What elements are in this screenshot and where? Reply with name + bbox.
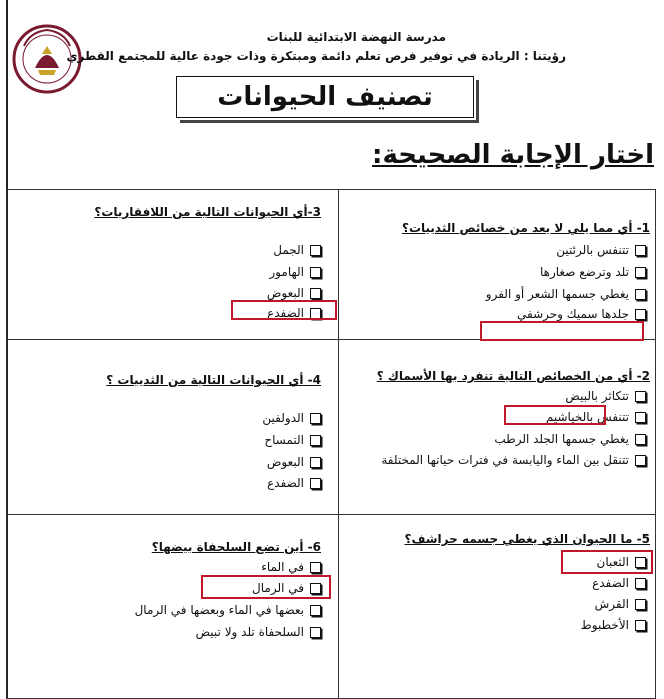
- question-4-option-2[interactable]: التمساح: [264, 433, 321, 447]
- worksheet-title: تصنيف الحيوانات: [217, 82, 433, 112]
- question-2-option-3[interactable]: يغطي جسمها الجلد الرطب: [494, 432, 646, 446]
- grid-divider-row-2: [6, 514, 656, 515]
- question-2-option-1[interactable]: تتكاثر بالبيض: [565, 389, 646, 403]
- question-4-option-3[interactable]: البعوض: [267, 455, 321, 469]
- question-1-option-2[interactable]: تلد وترضع صغارها: [540, 265, 646, 279]
- checkbox-icon: [310, 245, 321, 256]
- question-4-option-1[interactable]: الدولفين: [262, 411, 321, 425]
- question-2-option-4[interactable]: تتنقل بين الماء واليابسة في فترات حياتها المختلفة: [381, 453, 646, 467]
- checkbox-icon: [310, 435, 321, 446]
- title-box: [176, 76, 474, 118]
- question-6-option-1[interactable]: في الماء: [261, 560, 321, 574]
- checkbox-icon: [310, 288, 321, 299]
- checkbox-icon: [635, 289, 646, 300]
- checkbox-icon: [635, 412, 646, 423]
- checkbox-icon: [635, 309, 646, 320]
- checkbox-icon: [635, 245, 646, 256]
- question-5-option-3[interactable]: القرش: [595, 597, 646, 611]
- answer-highlight-q6: [201, 575, 331, 599]
- question-1-option-3[interactable]: يغطي جسمها الشعر أو الفرو: [486, 287, 646, 301]
- question-1-option-4[interactable]: جلدها سميك وحرشفي: [517, 307, 646, 321]
- question-6-title: 6- أين تضع السلحفاة بيضها؟: [151, 540, 321, 554]
- question-3-option-2[interactable]: الهامور: [269, 265, 321, 279]
- checkbox-icon: [310, 562, 321, 573]
- checkbox-icon: [635, 599, 646, 610]
- grid-divider-vertical: [338, 189, 339, 699]
- question-4-title: 4- أي الحيوانات التالية من الثدييات ؟: [106, 373, 321, 387]
- checkbox-icon: [635, 434, 646, 445]
- checkbox-icon: [635, 578, 646, 589]
- checkbox-icon: [310, 457, 321, 468]
- question-5-option-2[interactable]: الضفدع: [592, 576, 646, 590]
- answer-highlight-q5: [561, 550, 653, 574]
- question-5-option-1[interactable]: الثعبان: [597, 555, 647, 569]
- question-3-option-4[interactable]: الضفدع: [267, 306, 321, 320]
- question-6-option-3[interactable]: بعضها في الماء وبعضها في الرمال: [135, 603, 321, 617]
- question-2-option-2[interactable]: تتنفس بالخياشيم: [546, 410, 646, 424]
- question-4-option-4[interactable]: الضفدع: [267, 476, 321, 490]
- instruction-heading: اختار الإجابة الصحيحة:: [372, 140, 654, 170]
- school-vision: رؤيتنا : الريادة في توفير فرص تعلم دائمة ومبتكرة وذات جودة عالية للمجتمع القطري: [66, 49, 566, 63]
- question-6-option-4[interactable]: السلحفاة تلد ولا تبيض: [196, 625, 321, 639]
- question-6-option-2[interactable]: في الرمال: [252, 581, 321, 595]
- checkbox-icon: [310, 478, 321, 489]
- question-3-title: 3-أي الحيوانات التالية من اللافقاريات؟: [94, 205, 321, 219]
- checkbox-icon: [310, 627, 321, 638]
- question-3-option-3[interactable]: البعوض: [267, 286, 321, 300]
- checkbox-icon: [635, 267, 646, 278]
- question-1-title: 1- أي مما يلي لا يعد من خصائص الثدييات؟: [401, 221, 650, 235]
- checkbox-icon: [635, 455, 646, 466]
- checkbox-icon: [635, 391, 646, 402]
- checkbox-icon: [310, 267, 321, 278]
- checkbox-icon: [310, 413, 321, 424]
- question-3-option-1[interactable]: الجمل: [273, 243, 321, 257]
- question-2-title: 2- أي من الخصائص التالية تنفرد بها الأسماك ؟: [376, 369, 650, 383]
- answer-highlight-q1: [480, 321, 644, 341]
- question-1-option-1[interactable]: تتنفس بالرئتين: [556, 243, 646, 257]
- checkbox-icon: [635, 620, 646, 631]
- question-5-option-4[interactable]: الأخطبوط: [581, 618, 646, 632]
- answer-highlight-q3: [231, 300, 337, 320]
- checkbox-icon: [310, 605, 321, 616]
- question-5-title: 5- ما الحيوان الذي يغطي جسمه حراشف؟: [404, 532, 650, 546]
- answer-highlight-q2: [504, 405, 606, 425]
- school-name: مدرسة النهضة الابتدائية للبنات: [266, 30, 446, 44]
